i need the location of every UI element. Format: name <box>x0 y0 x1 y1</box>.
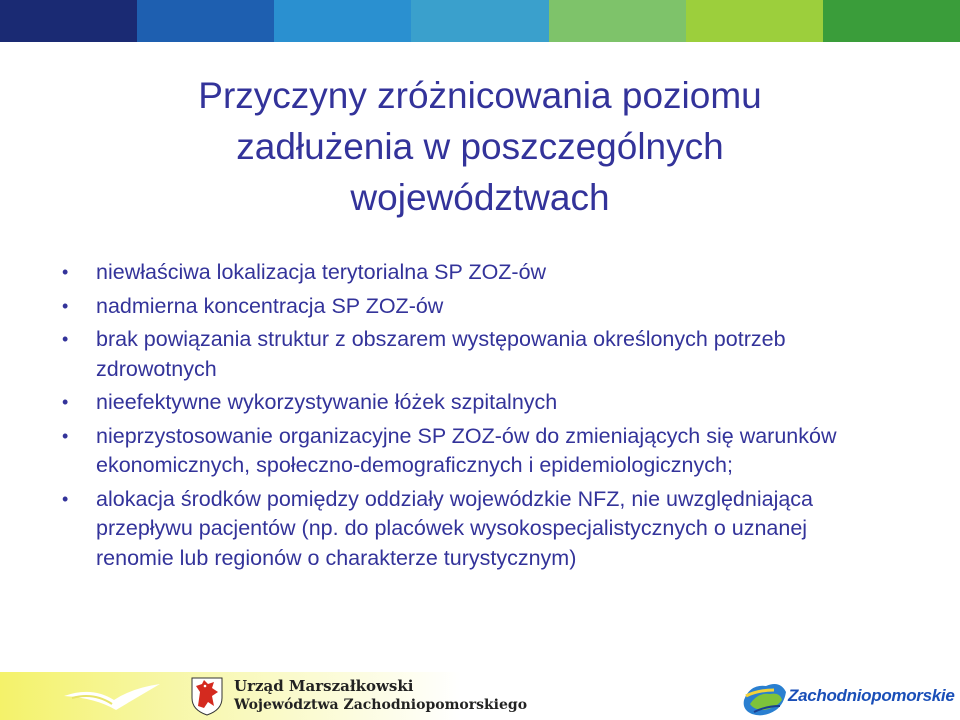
top-strip-segment <box>823 0 960 42</box>
region-map-icon <box>740 676 790 720</box>
institution-name <box>234 677 527 715</box>
bullet-text: nieprzystosowanie organizacyjne SP ZOZ-ów do zmieniających się warunków ekonomicznych, społeczno-demograficznych i epidemiologicznych; <box>96 423 837 477</box>
griffin-crest-icon <box>190 676 224 716</box>
bullet-dot-icon: • <box>62 392 69 412</box>
top-strip-segment <box>137 0 274 42</box>
bullet-item <box>62 325 842 384</box>
top-strip-segment <box>549 0 686 42</box>
bullet-text: alokacja środków pomiędzy oddziały wojewódzkie NFZ, nie uwzględniająca przepływu pacjentów (np. do placówek wysokospecjalistycznych o uznanej renomie lub regionów o charakterze turystycznym) <box>96 486 814 570</box>
slide-title <box>0 70 960 223</box>
bullet-item <box>62 292 842 322</box>
bullet-dot-icon: • <box>62 488 69 509</box>
bullet-dot-icon: • <box>62 262 69 282</box>
bullet-dot-icon: • <box>62 329 69 349</box>
bullet-list <box>62 258 842 577</box>
top-color-strip <box>0 0 960 42</box>
bullet-item <box>62 388 842 418</box>
top-strip-segment <box>0 0 137 42</box>
institution-line-2: Województwa Zachodniopomorskiego <box>234 697 528 713</box>
slide-title-line: województwach <box>350 177 610 218</box>
bird-logo-icon <box>62 680 162 714</box>
institution-line-1: Urząd Marszałkowski <box>234 677 414 695</box>
bullet-item <box>62 258 842 288</box>
bullet-dot-icon: • <box>62 295 69 316</box>
bullet-text: brak powiązania struktur z obszarem występowania określonych potrzeb zdrowotnych <box>96 327 786 381</box>
bullet-text: nadmierna koncentracja SP ZOZ-ów <box>96 293 444 318</box>
slide-title-line: Przyczyny zróżnicowania poziomu <box>198 75 762 116</box>
top-strip-segment <box>411 0 548 42</box>
top-strip-segment <box>274 0 411 42</box>
bullet-text: nieefektywne wykorzystywanie łóżek szpitalnych <box>96 390 558 414</box>
bullet-item <box>62 422 842 481</box>
bullet-dot-icon: • <box>62 425 69 446</box>
bullet-item <box>62 485 842 574</box>
slide-title-line: zadłużenia w poszczególnych <box>236 126 724 167</box>
top-strip-segment <box>686 0 823 42</box>
region-logo-text: Zachodniopomorskie <box>788 686 955 705</box>
bullet-text: niewłaściwa lokalizacja terytorialna SP ZOZ-ów <box>96 260 547 284</box>
